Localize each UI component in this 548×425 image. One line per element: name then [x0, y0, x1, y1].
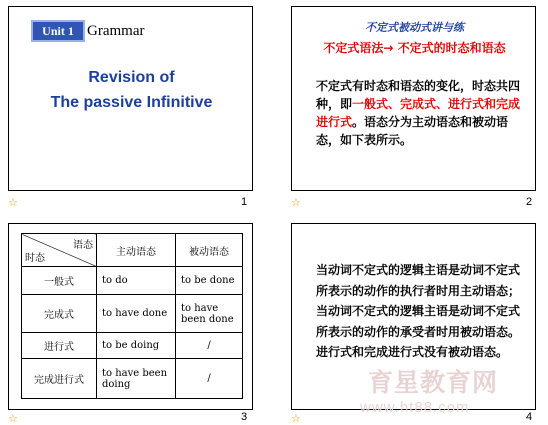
body-highlight: 一般式、完成式、进行式和完成进行式: [316, 97, 521, 129]
page-number: 4: [526, 411, 533, 423]
table-row: [22, 267, 243, 295]
row-tense: 一般式: [22, 267, 97, 295]
page-number: 2: [526, 196, 533, 208]
table-row: [22, 295, 243, 333]
slide-title-line2: The passive Infinitive: [50, 94, 213, 111]
unit-badge: Unit 1: [31, 20, 85, 42]
slide-title: 不定式被动式讲与练: [365, 21, 464, 34]
row-active: to do: [97, 267, 176, 295]
body-text: 不定式有时态和语态的变化，时态共四种，即: [316, 79, 521, 111]
slide-body: [316, 77, 524, 149]
corner-label-tense: 时态: [25, 253, 45, 264]
column-header-active: 主动语态: [97, 234, 176, 267]
slide-1[interactable]: [8, 6, 253, 191]
watermark-url: www.ht88.com: [360, 399, 470, 416]
table-corner-cell: [22, 234, 97, 267]
slide-2[interactable]: [291, 6, 536, 191]
table-row: [22, 359, 243, 399]
star-icon: ☆: [291, 196, 301, 209]
slide-subtitle: 不定式语法→ 不定式的时态和语态: [323, 41, 506, 55]
slide-3[interactable]: [8, 223, 253, 410]
table-row: [22, 333, 243, 359]
row-tense: 进行式: [22, 333, 97, 359]
corner-label-voice: 语态: [73, 240, 93, 251]
slide-body: 当动词不定式的逻辑主语是动词不定式所表示的动作的执行者时用主动语态；当动词不定式的逻辑主语是动词不定式所表示的动作的承受者时用被动语态。进行式和完成进行式没有被动语态。: [316, 263, 521, 359]
row-active: to be doing: [97, 333, 176, 359]
column-header-passive: 被动语态: [176, 234, 243, 267]
body-text: 。语态分为主动语态和被动语态，如下表所示。: [316, 115, 509, 147]
row-passive: to have been done: [176, 295, 243, 333]
star-icon: ☆: [8, 196, 18, 209]
grammar-table: [21, 233, 243, 399]
page-number: 3: [241, 411, 248, 423]
star-icon: ☆: [291, 412, 301, 425]
row-tense: 完成式: [22, 295, 97, 333]
row-passive: /: [176, 333, 243, 359]
row-active: to have been doing: [97, 359, 176, 399]
slide-heading: Grammar: [87, 23, 145, 39]
slide-title-line1: Revision of: [88, 69, 175, 86]
row-tense: 完成进行式: [22, 359, 97, 399]
star-icon: ☆: [8, 412, 18, 425]
page-number: 1: [241, 196, 248, 208]
row-passive: /: [176, 359, 243, 399]
watermark-logo-text: 育星教育网: [368, 368, 499, 397]
row-passive: to be done: [176, 267, 243, 295]
row-active: to have done: [97, 295, 176, 333]
